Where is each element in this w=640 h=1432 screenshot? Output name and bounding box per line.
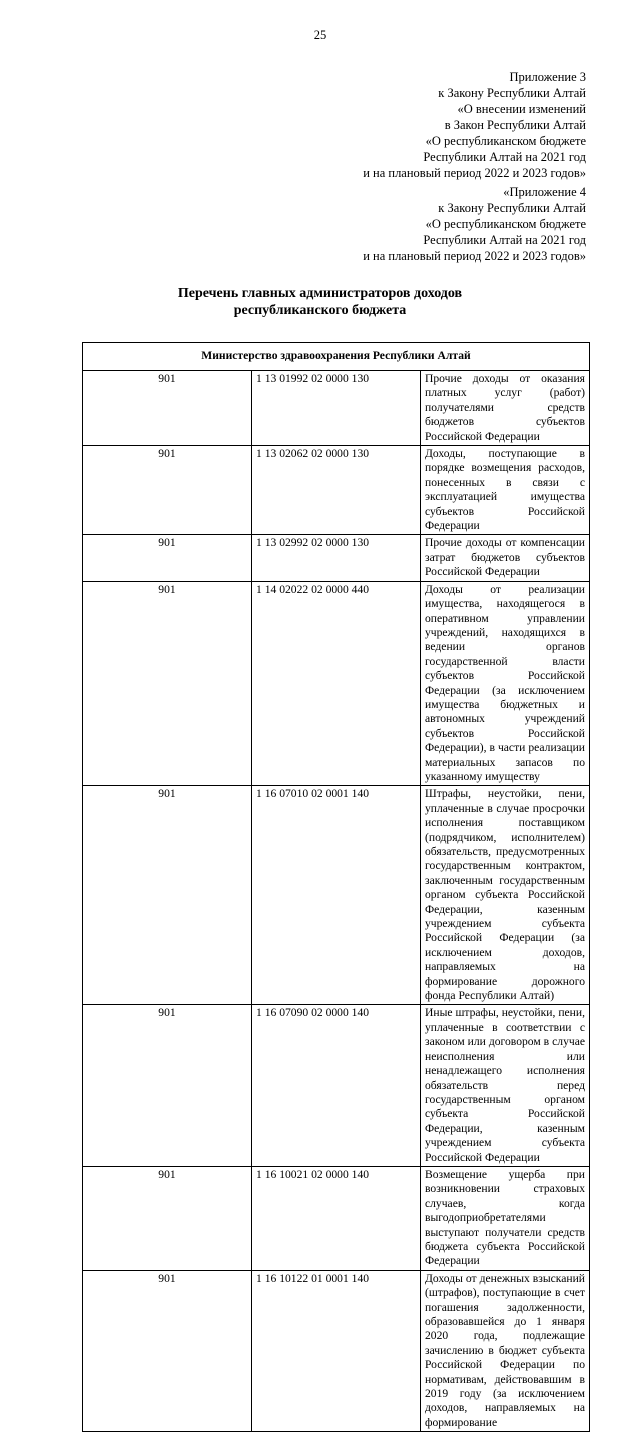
annex-current-line: «О республиканском бюджете bbox=[425, 134, 586, 148]
revenue-name-cell: Доходы от денежных взысканий (штрафов), поступающие в счет погашения задолженности, образовавшейся до 1 января 2020 года, подлежащие зачислению в бюджет субъекта Российской Федерации по нормативам, действовавшим в 2019 году (за исключением доходов, направляемых на формирование bbox=[421, 1270, 590, 1431]
admin-code-cell: 901 bbox=[83, 1270, 252, 1431]
revenue-name-cell: Доходы от реализации имущества, находящегося в оперативном управлении учреждений, находящихся в ведении органов государственной власти субъектов Российской Федерации (за исключением имущества бюджетных и автономных учреждений субъектов Российской Федерации), в части реализации материальных запасов по указанному имуществу bbox=[421, 581, 590, 786]
table-row bbox=[83, 1166, 590, 1270]
revenue-code-cell: 1 16 07090 02 0000 140 bbox=[252, 1005, 421, 1166]
revenue-administrators-table bbox=[82, 342, 590, 1432]
annex-current-line: к Закону Республики Алтай bbox=[438, 86, 586, 100]
admin-code-cell: 901 bbox=[83, 535, 252, 581]
document-title bbox=[0, 285, 640, 319]
revenue-code-cell: 1 13 01992 02 0000 130 bbox=[252, 371, 421, 446]
table-row bbox=[83, 581, 590, 786]
annex-original-line: и на плановый период 2022 и 2023 годов» bbox=[363, 249, 586, 263]
table-row bbox=[83, 446, 590, 535]
revenue-code-cell: 1 14 02022 02 0000 440 bbox=[252, 581, 421, 786]
revenue-name-cell: Иные штрафы, неустойки, пени, уплаченные в соответствии с законом или договором в случае неисполнения или ненадлежащего исполнения обязательств перед государственным органом субъекта Российской Федерации, казенным учреждением субъекта Российской Федерации bbox=[421, 1005, 590, 1166]
admin-code-cell: 901 bbox=[83, 786, 252, 1005]
annex-current-line: в Закон Республики Алтай bbox=[444, 118, 586, 132]
ministry-row bbox=[83, 343, 590, 371]
annex-original-line: «О республиканском бюджете bbox=[425, 217, 586, 231]
revenue-code-cell: 1 13 02992 02 0000 130 bbox=[252, 535, 421, 581]
admin-code-cell: 901 bbox=[83, 581, 252, 786]
revenue-code-cell: 1 16 07010 02 0001 140 bbox=[252, 786, 421, 1005]
page-number: 25 bbox=[313, 28, 327, 42]
ministry-heading: Министерство здравоохранения Республики Алтай bbox=[83, 343, 590, 371]
annex-original-header bbox=[363, 184, 586, 264]
table-row bbox=[83, 371, 590, 446]
admin-code-cell: 901 bbox=[83, 371, 252, 446]
table-row bbox=[83, 535, 590, 581]
document-title-line: Перечень главных администраторов доходов bbox=[177, 286, 463, 301]
revenue-code-cell: 1 13 02062 02 0000 130 bbox=[252, 446, 421, 535]
revenue-code-cell: 1 16 10021 02 0000 140 bbox=[252, 1166, 421, 1270]
annex-current-line: «О внесении изменений bbox=[457, 102, 586, 116]
revenue-name-cell: Штрафы, неустойки, пени, уплаченные в случае просрочки исполнения поставщиком (подрядчиком, исполнителем) обязательств, предусмотренных государственным контрактом, заключенным государственным органом субъекта Российской Федерации, казенным учреждением субъекта Российской Федерации (за исключением доходов, направляемых на формирование дорожного фонда Республики Алтай) bbox=[421, 786, 590, 1005]
admin-code-cell: 901 bbox=[83, 1166, 252, 1270]
table-row bbox=[83, 1005, 590, 1166]
table-row bbox=[83, 1270, 590, 1431]
revenue-name-cell: Возмещение ущерба при возникновении страховых случаев, когда выгодоприобретателями выступают получатели средств бюджета субъекта Российской Федерации bbox=[421, 1166, 590, 1270]
annex-current-line: Приложение 3 bbox=[509, 70, 586, 84]
annex-original-line: к Закону Республики Алтай bbox=[438, 201, 586, 215]
admin-code-cell: 901 bbox=[83, 446, 252, 535]
revenue-name-cell: Прочие доходы от оказания платных услуг (работ) получателями средств бюджетов субъектов Российской Федерации bbox=[421, 371, 590, 446]
document-title-line: республиканского бюджета bbox=[233, 303, 407, 318]
revenue-name-cell: Прочие доходы от компенсации затрат бюджетов субъектов Российской Федерации bbox=[421, 535, 590, 581]
annex-current-header bbox=[363, 69, 586, 181]
table-row bbox=[83, 786, 590, 1005]
annex-original-line: «Приложение 4 bbox=[503, 185, 586, 199]
revenue-code-cell: 1 16 10122 01 0001 140 bbox=[252, 1270, 421, 1431]
annex-original-line: Республики Алтай на 2021 год bbox=[423, 233, 586, 247]
annex-current-line: и на плановый период 2022 и 2023 годов» bbox=[363, 166, 586, 180]
revenue-name-cell: Доходы, поступающие в порядке возмещения расходов, понесенных в связи с эксплуатацией имущества субъектов Российской Федерации bbox=[421, 446, 590, 535]
annex-current-line: Республики Алтай на 2021 год bbox=[423, 150, 586, 164]
admin-code-cell: 901 bbox=[83, 1005, 252, 1166]
